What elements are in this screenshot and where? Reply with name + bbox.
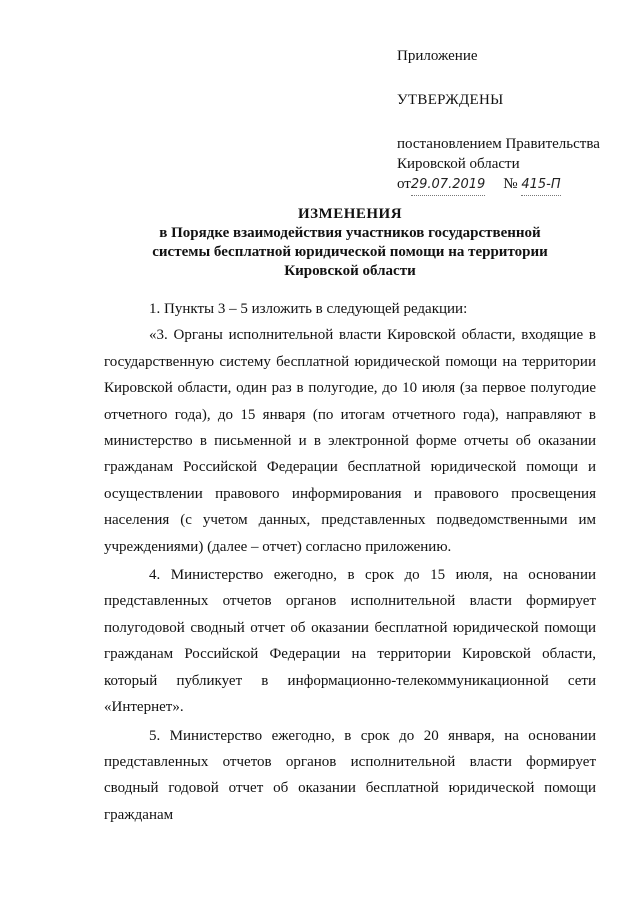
paragraph-3: 4. Министерство ежегодно, в срок до 15 июля, на основании представленных отчетов органов исполнительной власти формирует полугодовой сводный отчет об оказании бесплатной юридической помощи гражданам Российской Федерации на территории Кировской области, который публикует в информационно-телекоммуникационной сети «Интернет». <box>104 567 596 716</box>
heading-title: ИЗМЕНЕНИЯ <box>297 206 403 222</box>
document-heading <box>60 205 640 281</box>
paragraph-1: 1. Пункты 3 – 5 изложить в следующей редакции: <box>149 301 468 317</box>
handwritten-number: 415-П <box>521 175 561 196</box>
heading-line-2: системы бесплатной юридической помощи на территории <box>152 244 548 260</box>
approval-block <box>397 46 627 196</box>
handwritten-date: 29.07.2019 <box>411 175 485 196</box>
date-number-row <box>397 174 627 196</box>
paragraph-4: 5. Министерство ежегодно, в срок до 20 января, на основании представленных отчетов органов исполнительной власти формирует сводный годовой отчет об оказании бесплатной юридической помощи гражданам <box>104 727 596 823</box>
date-prefix: от <box>397 176 411 192</box>
document-body <box>104 296 596 828</box>
heading-line-3: Кировской области <box>284 263 416 279</box>
approved-by <box>397 134 627 196</box>
number-prefix: № <box>503 176 518 192</box>
annex-label: Приложение <box>397 48 478 64</box>
paragraph-2: «3. Органы исполнительной власти Кировской области, входящие в государственную систему бесплатной юридической помощи на территории Кировской области, один раз в полугодие, до 10 июля (за первое полугодие отчетного года), до 15 января (по итогам отчетного года), направляют в министерство в письменной и в электронной форме отчеты об оказании гражданам Российской Федерации бесплатной юридической помощи и осуществлении правового информирования и правового просвещения населения (с учетом данных, представленных подведомственными им учреждениями) (далее – отчет) согласно приложению. <box>104 327 596 555</box>
heading-line-1: в Порядке взаимодействия участников государственной <box>159 225 541 241</box>
approved-by-line-2: Кировской области <box>397 156 520 172</box>
approved-by-line-1: постановлением Правительства <box>397 136 600 152</box>
approved-label: УТВЕРЖДЕНЫ <box>397 92 504 108</box>
